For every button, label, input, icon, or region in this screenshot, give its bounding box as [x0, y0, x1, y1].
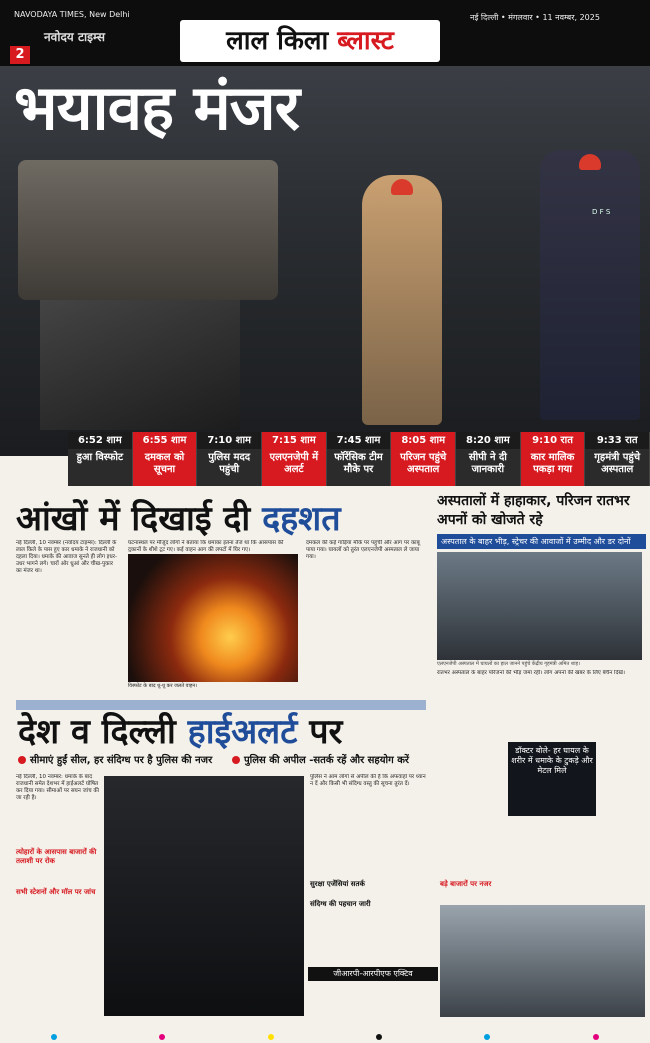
bullet-dot-icon	[18, 756, 26, 764]
helmet-icon	[579, 154, 601, 170]
bullet-2-text: पुलिस की अपील -सतर्क रहें और सहयोग करें	[244, 755, 410, 766]
timeline-desc: फॉरेंसिक टीम मौके पर	[327, 449, 391, 486]
helmet-icon	[391, 179, 413, 195]
timeline-item	[133, 432, 198, 486]
timeline-desc: पुलिस मदद पहुंची	[197, 449, 261, 486]
timeline-desc: गृहमंत्री पहुंचे अस्पताल	[585, 449, 649, 486]
timeline-time: 9:33 रात	[585, 432, 649, 449]
story2-subh2: सभी स्टेशनों और मॉल पर जांच	[16, 888, 96, 896]
reg-dot-icon	[268, 1034, 274, 1040]
timeline-item	[456, 432, 521, 486]
timeline-time: 7:10 शाम	[197, 432, 261, 449]
reg-dot-icon	[51, 1034, 57, 1040]
story2-subh4: संदिग्ध की पहचान जारी	[310, 900, 371, 908]
story1-headline-b: दहशत	[262, 499, 341, 539]
timeline-time: 7:45 शाम	[327, 432, 391, 449]
timeline-desc: हुआ विस्फोट	[68, 449, 132, 486]
firefighter	[362, 175, 442, 425]
timeline-time: 8:20 शाम	[456, 432, 520, 449]
story2-headline-a: देश व दिल्ली	[18, 712, 188, 752]
hospital-caption: एलएनजेपी अस्पताल में घायलों का हाल जानने पहुंचे केंद्रीय गृहमंत्री अमित शाह।	[437, 661, 581, 667]
timeline-desc: परिजन पहुंचे अस्पताल	[391, 449, 455, 486]
hospital-photo	[437, 552, 642, 660]
timeline-time: 9:10 रात	[521, 432, 585, 449]
bullet-dot-icon	[232, 756, 240, 764]
dfs-label: D F S	[592, 208, 611, 216]
timeline-item	[68, 432, 133, 486]
kicker-a: लाल किला	[226, 26, 338, 56]
side-headline: अस्पतालों में हाहाकार, परिजन रातभर अपनों को खोजते रहे	[437, 493, 630, 528]
bullet-1	[18, 752, 212, 766]
story2-col1: नई दिल्ली, 10 नवम्बर: धमाके के बाद राजधानी समेत देशभर में हाईअलर्ट घोषित कर दिया गया। सीमाओं पर सघन जांच की जा रही है।	[16, 774, 99, 801]
timeline-desc: दमकल को सूचना	[133, 449, 197, 486]
timeline-item	[391, 432, 456, 486]
registration-marks	[0, 1030, 650, 1043]
doctor-quote: डॉक्टर बोले- हर घायल के शरीर में धमाके के टुकड़े और मेटल मिले	[508, 742, 596, 816]
bullet-2	[232, 752, 409, 766]
timeline-item	[327, 432, 392, 486]
reg-dot-icon	[376, 1034, 382, 1040]
navodaya-logo: नवोदय टाइम्स	[44, 30, 106, 44]
story1-col3: दमकल की कई गाड़ियां मौके पर पहुंचीं और आग पर काबू पाया गया। घायलों को तुरंत एलएनजेपी अस्पताल ले जाया गया।	[306, 540, 420, 560]
reg-dot-icon	[484, 1034, 490, 1040]
story1-headline-a: आंखों में दिखाई दी	[16, 499, 263, 539]
timeline-desc: एलएनजेपी में अलर्ट	[262, 449, 326, 486]
timeline-time: 6:52 शाम	[68, 432, 132, 449]
firefighter-2	[540, 150, 640, 420]
timeline-item	[521, 432, 586, 486]
story2-subh5: जीआरपी-आरपीएफ एक्टिव	[308, 967, 438, 981]
timeline-time: 6:55 शाम	[133, 432, 197, 449]
paper-name: NAVODAYA TIMES, New Delhi	[14, 10, 130, 19]
fire-photo	[128, 554, 298, 682]
story1-headline	[16, 494, 341, 540]
ambulance-photo	[440, 905, 645, 1017]
side-text: रातभर अस्पताल के बाहर परिजनों की भीड़ जमा रही। लोग अपनों की खबर के लिए बेचैन दिखे।	[437, 670, 625, 676]
timeline-item	[262, 432, 327, 486]
timeline-desc: सीपी ने दी जानकारी	[456, 449, 520, 486]
bullet-1-text: सीमाएं हुईं सील, हर संदिग्ध पर है पुलिस की नजर	[30, 755, 213, 766]
reg-dot-icon	[159, 1034, 165, 1040]
page-number: 2	[10, 46, 30, 64]
dateline: नई दिल्ली • मंगलवार • 11 नवम्बर, 2025	[470, 13, 600, 22]
story2-col4: पुलिस ने आम लोगों से अपील की है कि अफवाहों पर ध्यान न दें और किसी भी संदिग्ध वस्तु की सूचना तुरंत दें।	[310, 774, 426, 787]
story2-headline-c: पर	[297, 712, 343, 752]
story2-headline-b: हाईअलर्ट	[187, 712, 298, 752]
story1-col1: नई दिल्ली, 10 नवम्बर (नवोदय टाइम्स): दिल्ली के लाल किले के पास हुए कार धमाके ने राजधानी को दहला दिया। धमाके की आवाज सुनते ही लोग इधर-उधर भागने लगे। चारों ओर धुआं और चीख-पुकार का मंजर था।	[16, 540, 117, 574]
timeline-item	[197, 432, 262, 486]
reg-dot-icon	[593, 1034, 599, 1040]
timeline-item	[585, 432, 650, 486]
fire-caption: विस्फोट के बाद धू-धू कर जलते वाहन।	[128, 683, 198, 689]
police-photo	[104, 776, 304, 1016]
timeline-time: 7:15 शाम	[262, 432, 326, 449]
side-subhead: अस्पताल के बाहर भीड़, स्ट्रेचर की आवाजों में उम्मीद और डर दोनों	[437, 534, 646, 549]
kicker-b: ब्लास्ट	[337, 26, 394, 56]
lead-headline: भयावह मंजर	[14, 71, 300, 144]
timeline	[68, 432, 650, 486]
section-kicker	[180, 20, 440, 62]
story2-subh6: बड़े बाजारों पर नजर	[440, 880, 492, 888]
story2-subh1: त्योहारों के आसपास बाजारों की तलाशी पर रोक	[16, 848, 97, 865]
story2-subh3: सुरक्षा एजेंसियां सतर्क	[310, 880, 365, 888]
timeline-desc: कार मालिक पकड़ा गया	[521, 449, 585, 486]
timeline-time: 8:05 शाम	[391, 432, 455, 449]
debris	[40, 300, 240, 430]
burnt-van	[18, 160, 278, 300]
story2-headline	[18, 707, 342, 753]
story1-col2: घटनास्थल पर मौजूद लोगों ने बताया कि धमाका इतना तेज था कि आसपास की दुकानों के शीशे टूट गए। कई वाहन आग की लपटों में घिर गए।	[128, 540, 284, 552]
